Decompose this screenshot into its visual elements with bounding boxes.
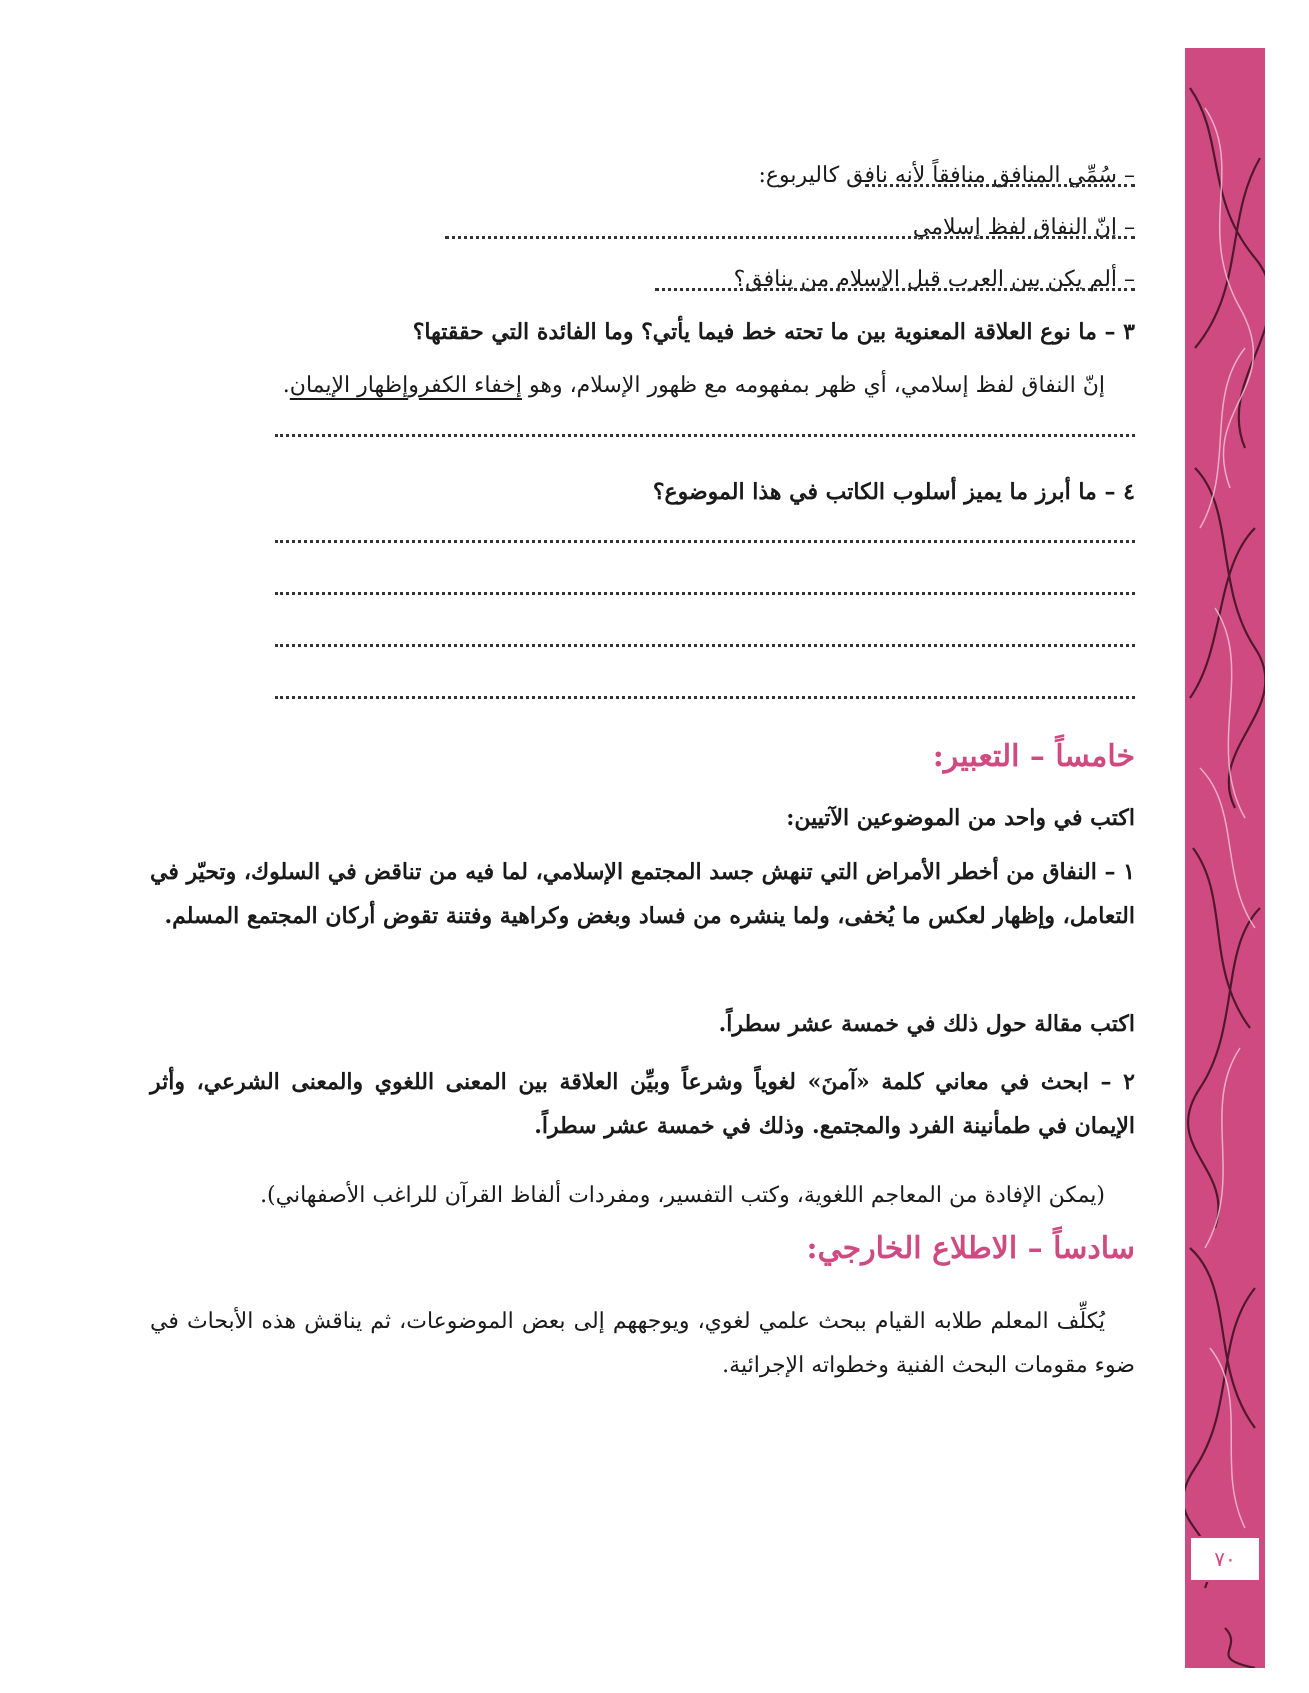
q4-question: ٤ – ما أبرز ما يميز أسلوب الكاتب في هذا الموضوع؟ — [652, 479, 1135, 505]
section-6-heading: سادساً – الاطلاع الخارجي: — [806, 1231, 1135, 1266]
topic-2-note: (يمكن الإفادة من المعاجم اللغوية، وكتب التفسير، ومفردات ألفاظ القرآن للراغب الأصفهاني). — [260, 1183, 1105, 1208]
topic-1-task: اكتب مقالة حول ذلك في خمسة عشر سطراً. — [718, 1011, 1135, 1037]
q3-answer — [283, 370, 1105, 402]
q3-answer-end: . — [282, 373, 290, 398]
answer-line[interactable] — [275, 430, 1135, 437]
q3-answer-text: إنّ النفاق لفظ إسلامي، أي ظهر بمفهومه مع ظهور الإسلام، وهو — [528, 373, 1105, 398]
section-5-heading: خامساً – التعبير: — [932, 739, 1135, 774]
answer-line[interactable] — [275, 640, 1135, 647]
q3-underlined-1: إخفاء الكفر — [418, 373, 522, 398]
q3-answer-conj: و — [408, 373, 419, 398]
q3-underlined-2: إظهار الإيمان — [289, 373, 409, 398]
topic-1: ١ – النفاق من أخطر الأمراض التي تنهش جسد المجتمع الإسلامي، لما فيه من تناقض في السلوك، وتحيّر في التعامل، وإظهار لعكس ما يُخفى، ولما ينشره من فساد وبغض وكراهية وفتنة تقوض أركان المجتمع المسلم. — [150, 859, 1135, 929]
sidebar-pattern — [1185, 48, 1265, 1668]
q2-item-1 — [758, 160, 1135, 192]
q3-question: ٣ – ما نوع العلاقة المعنوية بين ما تحته خط فيما يأتي؟ وما الفائدة التي حققتها؟ — [412, 319, 1135, 345]
answer-line[interactable] — [275, 588, 1135, 595]
q2-item-2-text: – إنّ النفاق لفظ إسلامي — [912, 215, 1135, 240]
answer-line[interactable] — [445, 232, 1135, 239]
answer-line[interactable] — [865, 180, 1135, 187]
q2-item-1-text: – سُمِّي المنافق منافقاً لأنه نافق كاليربوع: — [758, 163, 1135, 188]
q2-item-2 — [913, 212, 1135, 244]
section-6-body: يُكلِّف المعلم طلابه القيام ببحث علمي لغوي، ويوجههم إلى بعض الموضوعات، ثم يناقش هذه الأبحاث في ضوء مقومات البحث الفنية وخطواته الإجرائية. — [150, 1309, 1135, 1378]
decorative-sidebar — [1185, 48, 1265, 1668]
answer-line[interactable] — [275, 536, 1135, 543]
q2-item-3 — [734, 264, 1135, 296]
answer-line[interactable] — [655, 284, 1135, 291]
q2-item-3-text: – ألم يكن بين العرب قبل الإسلام من ينافق؟ — [733, 267, 1135, 292]
section-5-intro: اكتب في واحد من الموضوعين الآتيين: — [786, 805, 1135, 831]
page-number: ٧٠ — [1189, 1536, 1261, 1582]
answer-line[interactable] — [275, 692, 1135, 699]
topic-2: ٢ – ابحث في معاني كلمة «آمنَ» لغوياً وشرعاً وبيِّن العلاقة بين المعنى اللغوي والمعنى الشرعي، وأثر الإيمان في طمأنينة الفرد والمجتمع. وذلك في خمسة عشر سطراً. — [150, 1069, 1135, 1139]
